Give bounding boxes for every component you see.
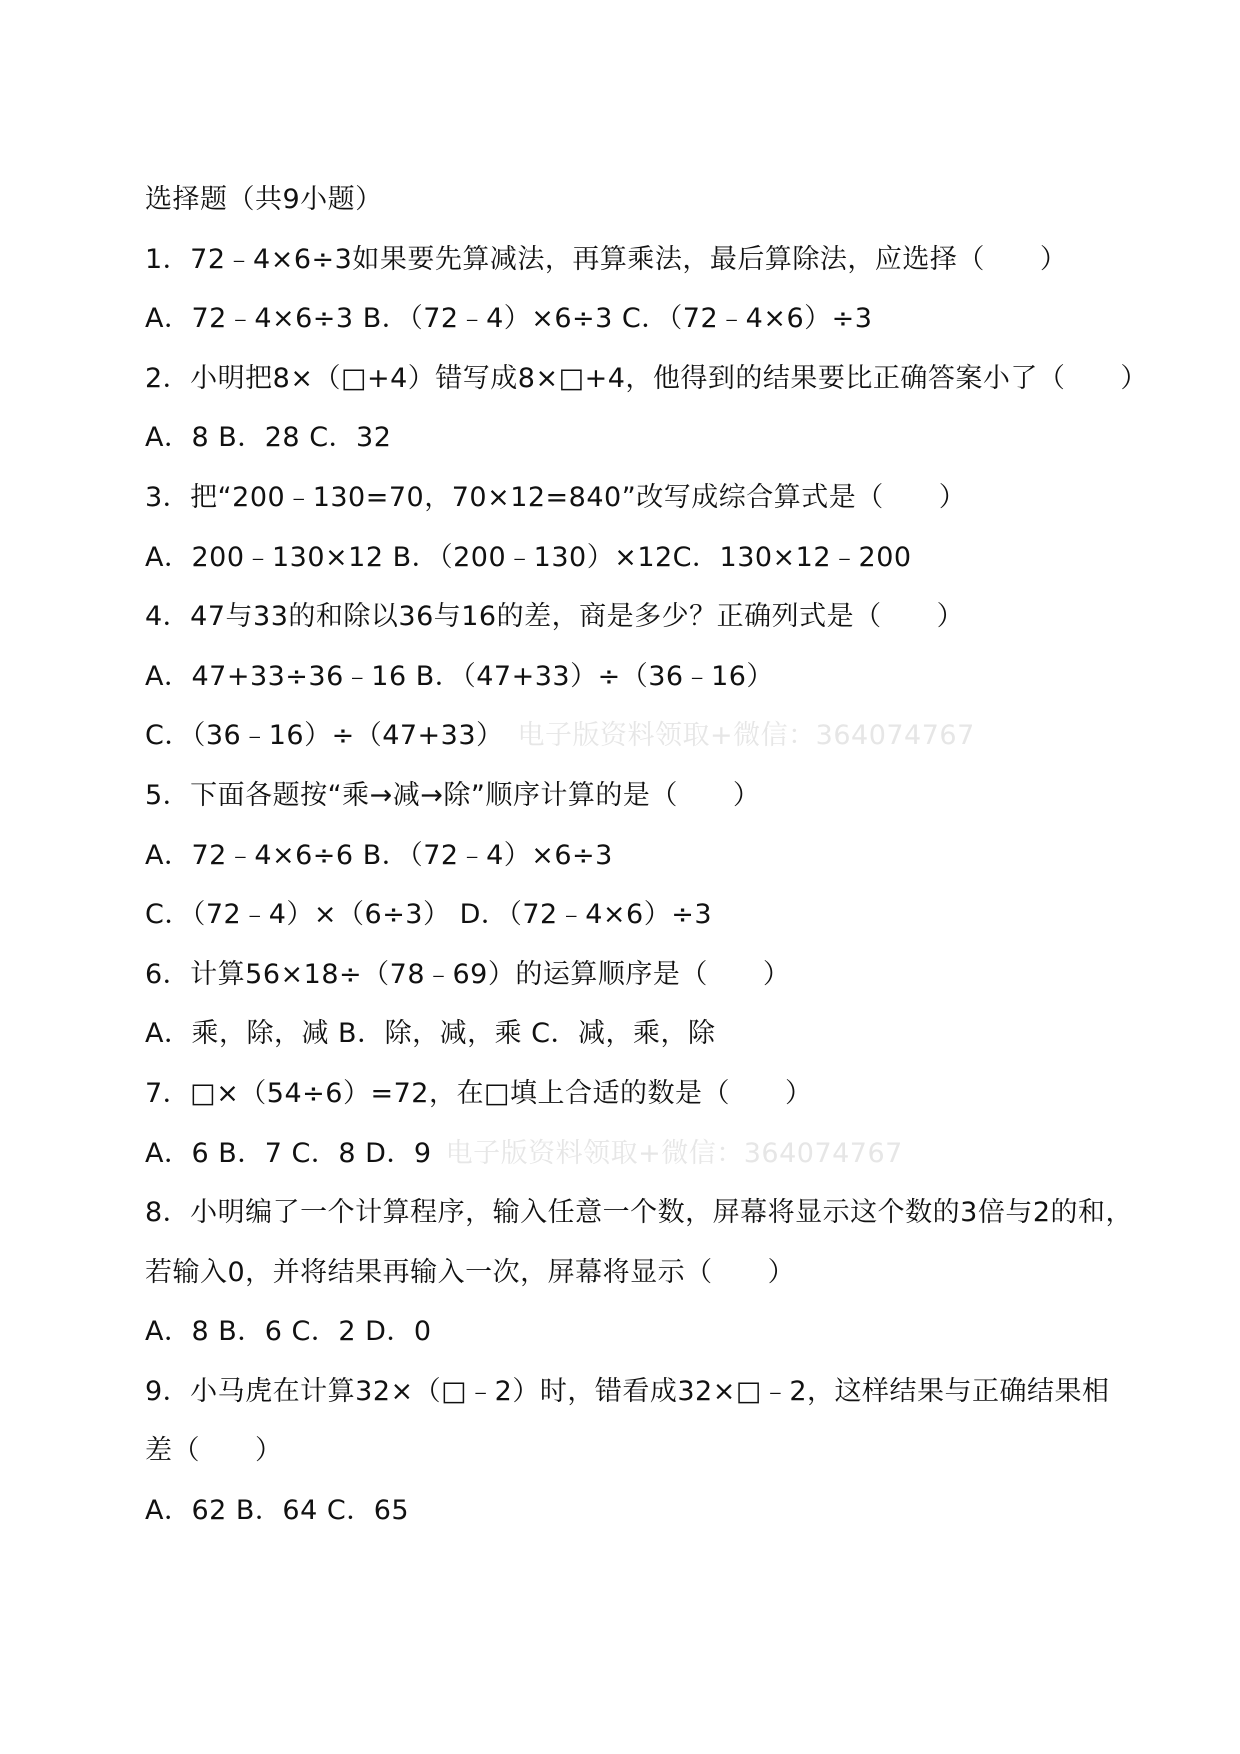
question-2: 2．小明把8×（□+4）错写成8×□+4，他得到的结果要比正确答案小了（ ） [145, 362, 1148, 394]
option-text: C．（36﹣16）÷（47+33） [145, 720, 504, 752]
question-1-options: A．72﹣4×6÷3 B．（72﹣4）×6÷3 C．（72﹣4×6）÷3 [145, 303, 873, 335]
question-5: 5．下面各题按“乘→减→除”顺序计算的是（ ） [145, 779, 761, 811]
question-8-line-2: 若输入0，并将结果再输入一次，屏幕将显示（ ） [145, 1256, 796, 1288]
exam-page [145, 170, 1148, 1541]
question-4-options-ab: A．47+33÷36﹣16 B．（47+33）÷（36﹣16） [145, 660, 774, 692]
question-7-options [145, 1124, 1145, 1184]
question-9-line-2: 差（ ） [145, 1435, 283, 1467]
question-1: 1．72﹣4×6÷3如果要先算减法，再算乘法，最后算除法，应选择（ ） [145, 243, 1068, 275]
question-4-option-c [145, 706, 1145, 766]
question-9-options: A．62 B．64 C．65 [145, 1495, 410, 1527]
question-4: 4．47与33的和除以36与16的差，商是多少？正确列式是（ ） [145, 601, 965, 633]
option-text: A．6 B．7 C．8 D．9 [145, 1137, 432, 1169]
question-3: 3．把“200﹣130=70，70×12=840”改写成综合算式是（ ） [145, 481, 967, 513]
section-heading: 选择题（共9小题） [145, 184, 383, 215]
question-5-options-ab: A．72﹣4×6÷6 B．（72﹣4）×6÷3 [145, 839, 613, 871]
question-8-options: A．8 B．6 C．2 D．0 [145, 1316, 432, 1348]
question-7: 7．□×（54÷6）=72，在□填上合适的数是（ ） [145, 1077, 813, 1109]
question-6: 6．计算56×18÷（78﹣69）的运算顺序是（ ） [145, 958, 791, 990]
question-6-options: A．乘，除，减 B．除，减，乘 C．减，乘，除 [145, 1018, 716, 1050]
question-5-options-cd: C．（72﹣4）×（6÷3） D．（72﹣4×6）÷3 [145, 899, 712, 931]
question-9-line-1: 9．小马虎在计算32×（□﹣2）时，错看成32×□﹣2，这样结果与正确结果相 [145, 1375, 1110, 1407]
watermark: 电子版资料领取+微信：364074767 [517, 720, 975, 752]
question-2-options: A．8 B．28 C．32 [145, 422, 392, 454]
question-8-line-1: 8．小明编了一个计算程序，输入任意一个数，屏幕将显示这个数的3倍与2的和， [145, 1197, 1134, 1229]
watermark: 电子版资料领取+微信：364074767 [445, 1137, 903, 1169]
question-3-options: A．200﹣130×12 B．（200﹣130）×12C．130×12﹣200 [145, 541, 912, 573]
